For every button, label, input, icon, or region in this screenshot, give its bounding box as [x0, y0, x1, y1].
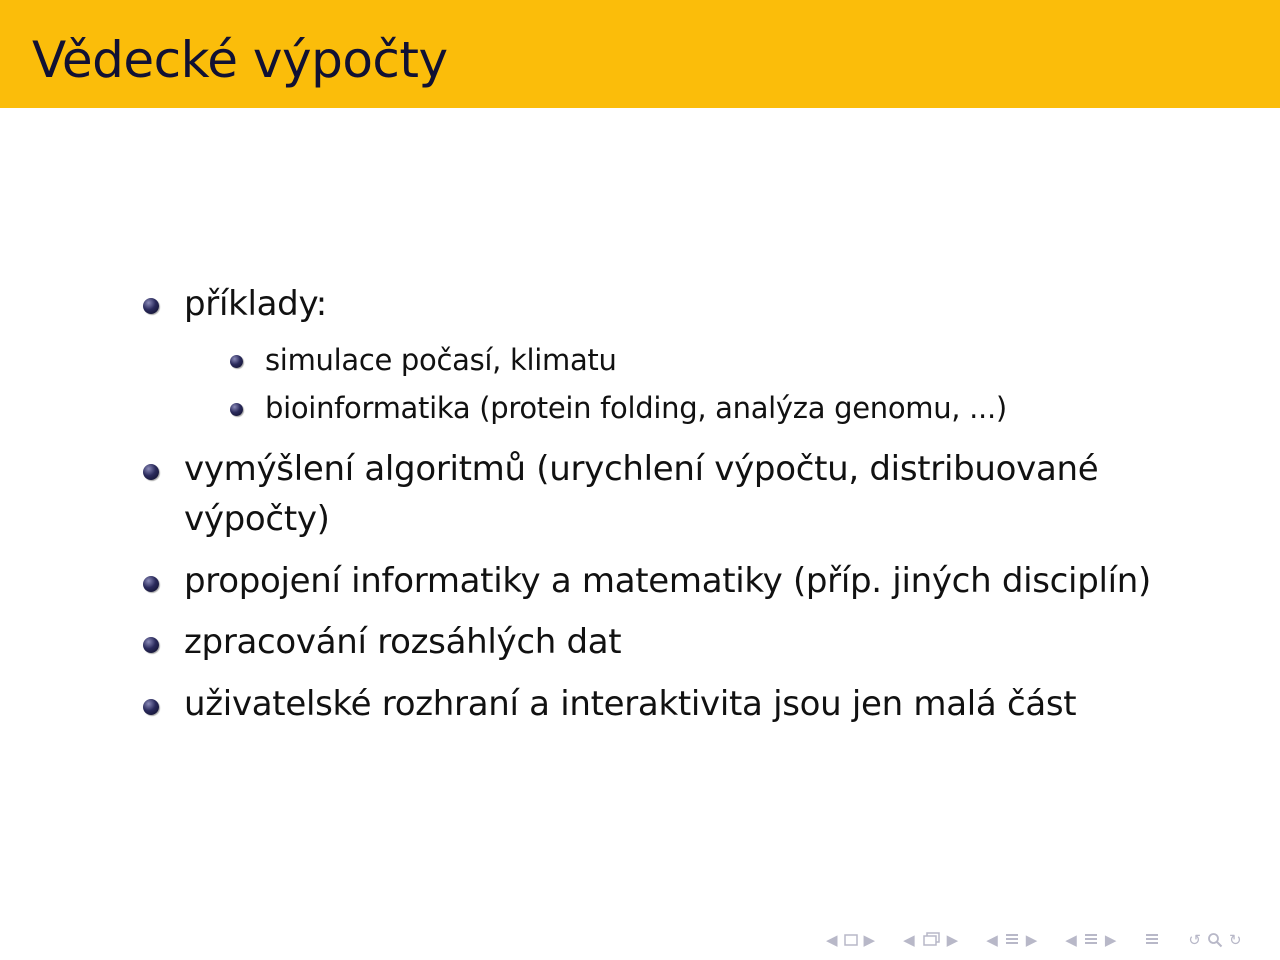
sub-bullet-icon [230, 403, 243, 416]
next-subsection-icon[interactable]: ▶ [946, 931, 959, 949]
prev-doc-icon[interactable]: ◀ [1065, 931, 1077, 949]
beamer-navigation [826, 928, 1248, 952]
slide-title: Vědecké výpočty [32, 31, 448, 89]
bullet-icon [143, 637, 159, 653]
sub-bullet-item: bioinformatika (protein folding, analýza genomu, ...) [265, 391, 1007, 425]
menu-icon[interactable] [1144, 932, 1160, 948]
subsection-icon[interactable] [921, 932, 941, 948]
bullet-item: zpracování rozsáhlých dat [184, 622, 622, 662]
bullet-item: vymýšlení algoritmů (urychlení výpočtu, distribuované [184, 449, 1099, 489]
bullet-icon [143, 576, 159, 592]
forward-icon[interactable]: ↻ [1228, 931, 1242, 949]
sub-bullet-item: simulace počasí, klimatu [265, 343, 617, 377]
bullet-item: příklady: [184, 284, 327, 324]
next-frame-icon[interactable]: ▶ [863, 931, 876, 949]
bullet-icon [143, 699, 159, 715]
search-icon[interactable] [1207, 932, 1223, 948]
bullet-item: uživatelské rozhraní a interaktivita jsou jen malá část [184, 684, 1077, 724]
next-section-icon[interactable]: ▶ [1025, 931, 1038, 949]
prev-frame-icon[interactable]: ◀ [826, 931, 838, 949]
bullet-icon [143, 464, 159, 480]
next-doc-icon[interactable]: ▶ [1104, 931, 1117, 949]
prev-subsection-icon[interactable]: ◀ [903, 931, 915, 949]
prev-section-icon[interactable]: ◀ [986, 931, 998, 949]
sub-bullet-icon [230, 355, 243, 368]
back-icon[interactable]: ↺ [1188, 931, 1201, 949]
section-icon[interactable] [1004, 932, 1020, 948]
bullet-item: propojení informatiky a matematiky (příp. jiných disciplín) [184, 561, 1151, 601]
frame-icon[interactable] [844, 934, 858, 946]
bullet-item-continuation: výpočty) [184, 499, 330, 539]
doc-icon[interactable] [1083, 932, 1099, 948]
bullet-icon [143, 298, 159, 314]
